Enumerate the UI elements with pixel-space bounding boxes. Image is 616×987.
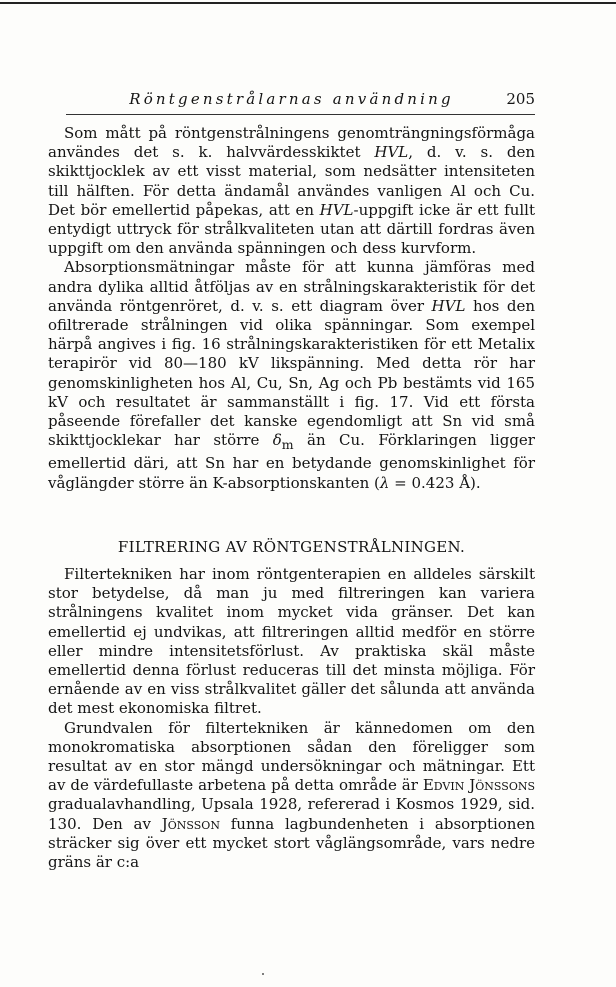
page-number: 205: [506, 90, 535, 108]
paragraph: [48, 565, 535, 719]
emphasis: δ: [272, 431, 282, 450]
author-name: Edvin Jönssons: [422, 776, 535, 795]
emphasis: λ: [379, 473, 390, 492]
text-run: Absorptionsmätningar måste för att kunna jämföras med andra dylika alltid åtföljas av en strålningskarakteristik för det använda röntgenröret, d. v. s. ett diagram över: [48, 258, 535, 315]
text-run: Filtertekniken har inom röntgenterapien en alldeles särskilt stor betydelse, då man ju med filtreringen kan variera strålningens kvalitet inom mycket vida gränser. Det kan emellertid ej undvikas, att filtreringen alltid medför en större eller mindre intensitetsförlust. Av praktiska skäl måste emellertid denna förlust reduceras till det minsta möjliga. För ernående av en viss strålkvalitet gäller det sålunda att använda det mest ekonomiska filtret.: [48, 565, 535, 718]
text-run: funna lagbundenheten i absorptionen sträcker sig över ett mycket stort våglängsområde, vars nedre gräns är c:a: [48, 814, 535, 872]
author-name: Jönsson: [161, 814, 220, 833]
paragraph: [48, 124, 535, 258]
body-text-upper: [48, 124, 535, 493]
text-run: Grundvalen för filtertekniken är kännedomen om den monokromatiska absorptionen sådan den föreligger som resultat av en stor mängd undersökningar och mätningar. Ett av de värdefullaste arbetena på detta område är: [48, 718, 535, 795]
emphasis: HVL: [319, 200, 354, 219]
emphasis: HVL: [431, 296, 466, 315]
page-header: [48, 90, 535, 112]
text-run: än Cu. Förklaringen ligger emellertid däri, att Sn har en betydande genomskinlighet för våglängder större än K-absorptionskanten (: [48, 431, 535, 492]
text-run: hos den ofiltrerade strålningen vid olika spänningar. Som exempel härpå angives i fig. 16 strålningskarakteristiken för ett Metalix terapirör vid 80—180 kV likspänning. Med detta rör har genomskinligheten hos Al, Cu, Sn, Ag och Pb bestämts vid 165 kV och resultatet är sammanställt i fig. 17. Vid ett första påseende förefaller det kanske egendomligt att Sn vid små skikttjocklekar har större: [48, 296, 535, 450]
text-run: gradualavhandling, Upsala 1928, refererad i Kosmos 1929, sid. 130. Den av: [48, 795, 535, 833]
running-title: Röntgenstrålarnas användning: [129, 90, 454, 108]
section-title: FILTRERING AV RÖNTGENSTRÅLNINGEN.: [117, 538, 466, 556]
top-rule: [0, 2, 616, 4]
subscript: m: [281, 437, 294, 453]
paragraph: [48, 258, 535, 492]
paragraph: [48, 719, 535, 873]
emphasis: HVL: [374, 143, 409, 162]
body-text-lower: [48, 565, 535, 872]
text-run: = 0.423 Å).: [389, 473, 481, 492]
stray-mark: [262, 973, 264, 975]
text-run: -uppgift icke är ett fullt entydigt uttryck för strålkvaliteten utan att därtill fordras även uppgift om den använda spänningen och dess kurvform.: [48, 200, 536, 258]
text-run: , d. v. s. den skikttjocklek av ett visst material, som nedsätter intensiteten till hälften. För detta ändamål användes vanligen Al och Cu. Det bör emellertid påpekas, att en: [48, 143, 536, 219]
header-rule: [66, 114, 535, 115]
text-run: Som mått på röntgenstrålningens genomträngningsförmåga användes det s. k. halvvärdesskiktet: [48, 124, 535, 162]
